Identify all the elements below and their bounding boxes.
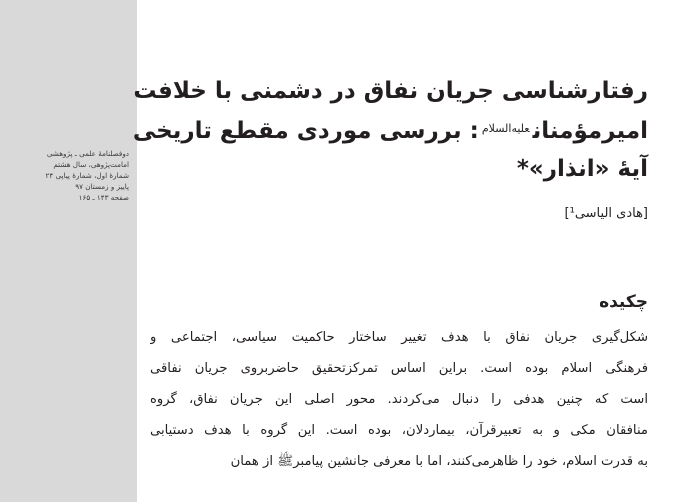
abstract-line: منافقان مکی و به تعبیرقرآن، بیماردلان، بوده است. این گروه با هدف دستیابی — [150, 423, 648, 438]
title-line-2-end: : بررسی موردی مقطع تاریخی — [132, 118, 479, 144]
abstract-line: فرهنگی اسلام بوده است. براین اساس تمرکزتحقیق حاضربروی جریان نفاقی — [150, 361, 648, 376]
article-title — [132, 72, 648, 188]
abstract-body — [150, 322, 648, 477]
journal-info-line: پاییز و زمستان ۹۷ — [75, 182, 129, 191]
abstract-line: است که چنین هدفی را دنبال می‌کردند. محور اصلی این جریان نفاق، گروه — [150, 392, 648, 407]
journal-sidebar — [0, 0, 137, 502]
journal-info-line: دوفصلنامهٔ علمی ـ پژوهشی — [46, 149, 129, 158]
author-name: [هادی الیاسی¹] — [564, 206, 648, 221]
journal-info-line: شمارهٔ اول، شمارهٔ پیاپی ۲۴ — [45, 171, 129, 180]
title-line-2 — [132, 110, 648, 150]
journal-info — [8, 148, 129, 203]
title-line-3: آیهٔ «انذار»* — [516, 156, 648, 182]
journal-info-line: صفحه ۱۴۳ ـ ۱۶۵ — [78, 193, 129, 202]
abstract-line: به قدرت اسلام، خود را ظاهرمی‌کنند، اما با معرفی جانشین پیامبرﷺ از همان — [230, 454, 648, 469]
honorific-symbol: علیه‌السلام — [481, 122, 530, 135]
title-line-2-start: امیرمؤمنان — [532, 118, 648, 144]
title-line-1: رفتارشناسی جریان نفاق در دشمنی با خلافت — [133, 78, 648, 104]
journal-info-line: امامت‌پژوهی، سال هشتم — [53, 160, 129, 169]
abstract-line: شکل‌گیری جریان نفاق با هدف تغییر ساختار حاکمیت سیاسی، اجتماعی و — [150, 330, 648, 345]
abstract-heading: چکیده — [599, 292, 648, 312]
